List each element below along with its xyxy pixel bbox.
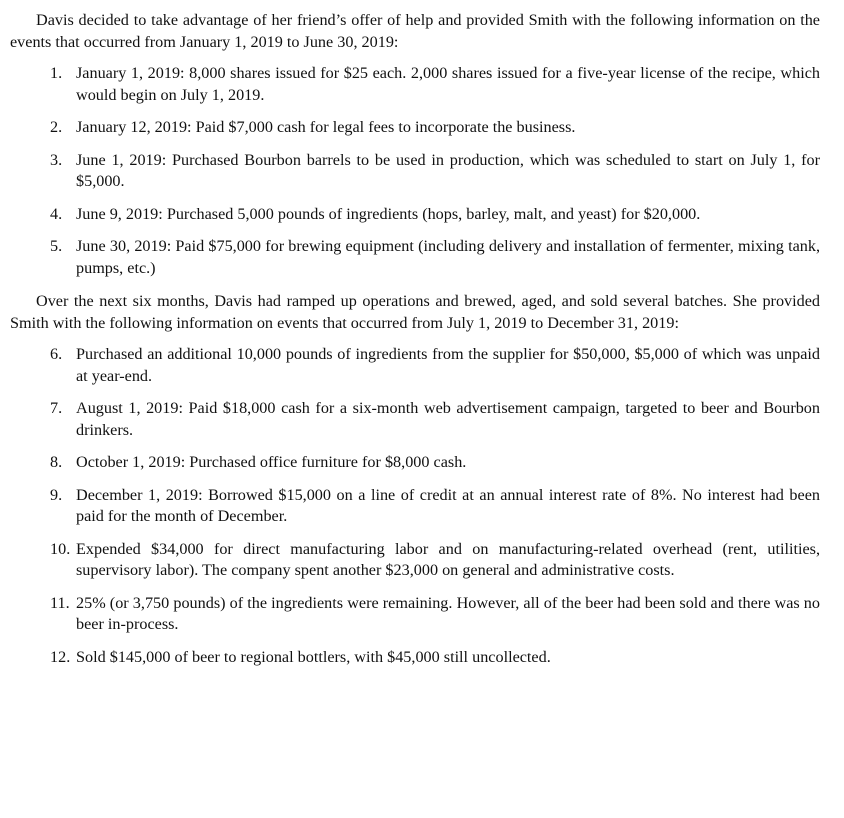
events-list-jul-dec bbox=[10, 344, 820, 668]
item-number: 5. bbox=[50, 237, 63, 255]
item-number: 11. bbox=[50, 593, 70, 612]
item-number: 1. bbox=[50, 64, 63, 82]
list-item bbox=[50, 204, 820, 226]
list-item bbox=[50, 485, 820, 528]
list-item bbox=[50, 344, 820, 387]
list-item bbox=[50, 398, 820, 441]
item-text: Expended $34,000 for direct manufacturing labor and on manufacturing-related overhead (rent, utilities, supervisory labor). The company spent another $23,000 on general and administrative costs. bbox=[76, 539, 820, 579]
item-text: Purchased an additional 10,000 pounds of ingredients from the supplier for $50,000, $5,000 of which was unpaid at year-end. bbox=[76, 345, 820, 385]
item-text: January 1, 2019: 8,000 shares issued for $25 each. 2,000 shares issued for a five-year license of the recipe, which would begin on July 1, 2019. bbox=[76, 64, 820, 104]
list-item bbox=[50, 117, 820, 139]
item-text: August 1, 2019: Paid $18,000 cash for a six-month web advertisement campaign, targeted to beer and Bourbon drinkers. bbox=[76, 399, 820, 439]
item-number: 6. bbox=[50, 345, 63, 363]
item-number: 4. bbox=[50, 204, 63, 223]
item-text: June 1, 2019: Purchased Bourbon barrels to be used in production, which was scheduled to start on July 1, for $5,000. bbox=[76, 150, 820, 190]
item-number: 7. bbox=[50, 399, 63, 417]
intro-paragraph: Davis decided to take advantage of her friend’s offer of help and provided Smith with the following information on the events that occurred from January 1, 2019 to June 30, 2019: bbox=[10, 11, 820, 51]
list-item bbox=[50, 236, 820, 279]
item-text: Sold $145,000 of beer to regional bottlers, with $45,000 still uncollected. bbox=[76, 647, 551, 666]
item-text: June 30, 2019: Paid $75,000 for brewing equipment (including delivery and installation of fermenter, mixing tank, pumps, etc.) bbox=[76, 237, 820, 277]
item-number: 8. bbox=[50, 453, 63, 471]
item-number: 2. bbox=[50, 118, 63, 136]
item-number: 10. bbox=[50, 539, 71, 558]
list-item bbox=[50, 593, 820, 636]
item-text: December 1, 2019: Borrowed $15,000 on a line of credit at an annual interest rate of 8%. No interest had been paid for the month of December. bbox=[76, 485, 820, 525]
events-list-jan-jun bbox=[10, 63, 820, 279]
item-number: 3. bbox=[50, 150, 63, 169]
item-text: 25% (or 3,750 pounds) of the ingredients were remaining. However, all of the beer had been sold and there was no beer in-process. bbox=[76, 593, 820, 633]
item-text: June 9, 2019: Purchased 5,000 pounds of ingredients (hops, barley, malt, and yeast) for $20,000. bbox=[76, 204, 701, 223]
list-item bbox=[50, 63, 820, 106]
item-number: 9. bbox=[50, 485, 63, 504]
list-item bbox=[50, 452, 820, 474]
list-item bbox=[50, 647, 820, 669]
item-text: January 12, 2019: Paid $7,000 cash for legal fees to incorporate the business. bbox=[76, 118, 576, 136]
item-text: October 1, 2019: Purchased office furniture for $8,000 cash. bbox=[76, 453, 467, 471]
list-item bbox=[50, 539, 820, 582]
list-item bbox=[50, 150, 820, 193]
item-number: 12. bbox=[50, 647, 71, 666]
middle-paragraph: Over the next six months, Davis had ramped up operations and brewed, aged, and sold several batches. She provided Smith with the following information on events that occurred from July 1, 2019 to December 31, 2019: bbox=[10, 292, 820, 332]
